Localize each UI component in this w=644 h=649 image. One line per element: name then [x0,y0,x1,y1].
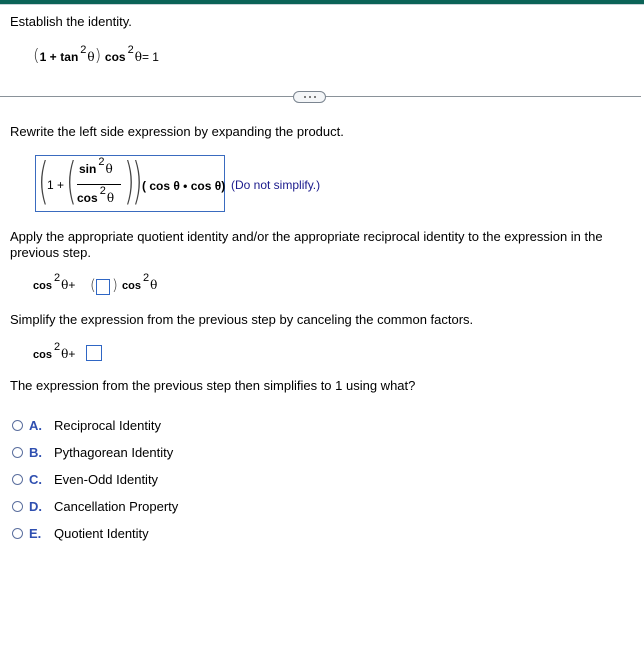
step3-answer-input[interactable] [86,345,102,361]
option-b[interactable] [12,443,173,461]
option-letter: E. [29,525,42,541]
step2-cos-2: cos [122,280,141,292]
step3-cos: cos [33,349,52,361]
numerator-exponent: 2 [98,156,105,168]
step3-exponent: 2 [53,341,61,353]
option-a[interactable] [12,416,161,434]
step2-instruction-line1: Apply the appropriate quotient identity and/or the appropriate reciprocal identity to the expression in the [10,229,603,244]
identity-cos-exponent: 2 [127,44,134,56]
step2-theta-2: θ [150,278,158,292]
option-label: Pythagorean Identity [54,444,174,460]
dot-icon [309,96,311,98]
step2-open-paren: ( [90,276,96,294]
more-options-button[interactable] [293,91,326,103]
numerator-sin: sin [79,162,97,176]
radio-button-icon[interactable] [12,501,23,512]
open-paren: ( [33,46,40,66]
fraction-numerator [79,156,113,176]
outer-open-paren: ( [38,152,49,210]
step2-close-paren: ) [112,276,118,294]
radio-button-icon[interactable] [12,528,23,539]
option-letter: B. [29,444,42,460]
step3-plus: + [68,347,76,361]
identity-tan: tan [60,50,79,64]
outer-close-paren: ) [132,152,143,210]
fraction-denominator [77,185,115,205]
option-label: Even-Odd Identity [54,471,159,487]
step3-theta: θ [61,347,69,361]
identity-equals-one: = 1 [141,50,159,64]
radio-button-icon[interactable] [12,447,23,458]
top-bar-shadow [0,4,644,5]
step4-question: The expression from the previous step then simplifies to 1 using what? [10,378,416,393]
step2-exponent: 2 [53,272,61,284]
radio-button-icon[interactable] [12,474,23,485]
step1-instruction: Rewrite the left side expression by expanding the product. [10,124,344,139]
fraction-bar [77,184,121,185]
denominator-cos: cos [77,191,98,205]
identity-cos: cos [104,50,126,64]
option-c[interactable] [12,470,158,488]
step1-answer-box[interactable] [35,152,226,212]
step2-trailing-cos [122,272,158,292]
step2-exponent-2: 2 [142,272,150,284]
step2-instruction-line2: previous step. [10,245,91,260]
step3-expression [33,341,76,361]
inner-open-paren: ( [66,152,77,210]
denominator-exponent: 2 [99,185,106,197]
option-label: Reciprocal Identity [54,417,161,433]
problem-prompt: Establish the identity. [10,14,132,29]
option-e[interactable] [12,524,149,542]
denominator-theta: θ [106,191,115,205]
dot-icon [304,96,306,98]
option-label: Cancellation Property [54,498,179,514]
identity-one-plus: 1 + [39,50,57,64]
inner-close-paren: ) [124,152,135,210]
identity-expression [33,46,159,68]
option-letter: D. [29,498,42,514]
step2-plus: + [68,278,76,292]
step1-product: ( cos θ • cos θ) [142,179,226,193]
option-label: Quotient Identity [54,525,149,541]
identity-tan-exponent: 2 [80,44,87,56]
do-not-simplify-note: (Do not simplify.) [231,178,321,192]
numerator-theta: θ [105,162,113,176]
step3-instruction: Simplify the expression from the previous step by canceling the common factors. [10,312,474,327]
step2-theta: θ [61,278,69,292]
option-letter: A. [29,417,42,433]
step2-expression [33,272,76,299]
option-letter: C. [29,471,42,487]
close-paren: ) [94,46,102,66]
radio-button-icon[interactable] [12,420,23,431]
step2-answer-input[interactable] [96,279,110,295]
dot-icon [314,96,316,98]
step2-cos: cos [33,280,52,292]
identity-theta-2: θ [134,50,142,64]
step1-one-plus: 1 + [47,178,65,192]
option-d[interactable] [12,497,178,515]
identity-theta: θ [87,50,95,64]
